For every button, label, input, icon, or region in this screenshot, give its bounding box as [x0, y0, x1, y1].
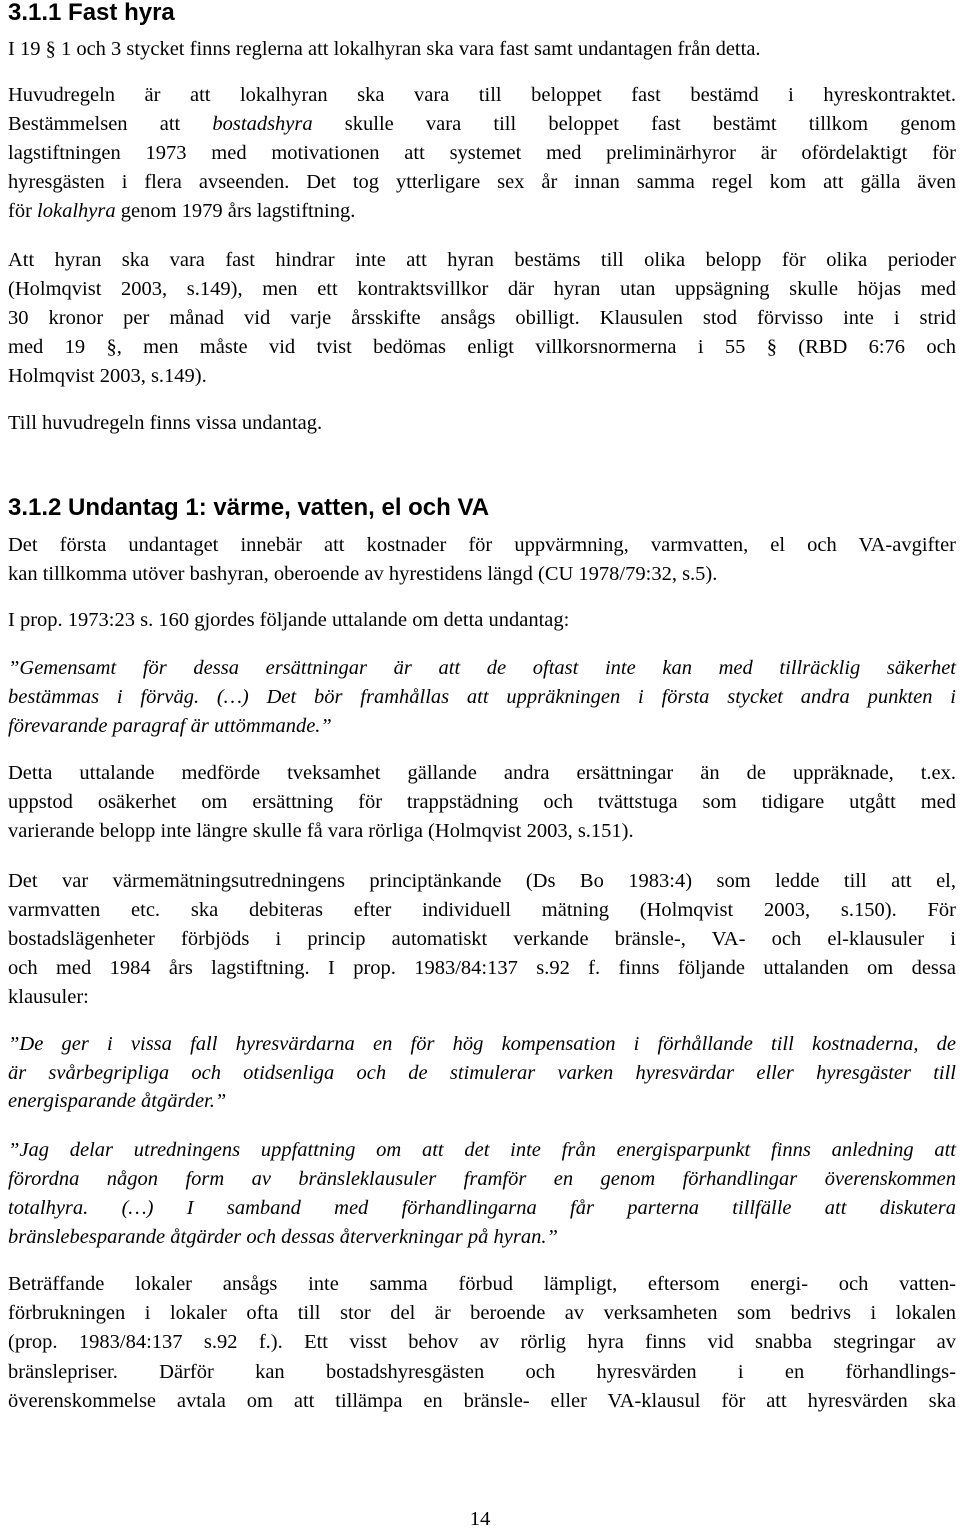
- text-segment: för: [8, 200, 38, 222]
- text-line: är svårbegripliga och otidsenliga och de stimulerar varken hyresvärdar eller hyresgäster till: [8, 1061, 956, 1084]
- text-line: bränslepriser. Därför kan bostadshyresgästen och hyresvärden i en förhandlings-: [8, 1360, 956, 1383]
- quote-hyresvardarna: [8, 1030, 956, 1116]
- text-line: bestämmas i förväg. (…) Det bör framhållas att uppräkningen i första stycket andra punkten i: [8, 686, 956, 708]
- text-line: Huvudregeln är att lokalhyran ska vara till beloppet fast bestämd i hyreskontraktet.: [8, 84, 956, 106]
- text-line: förbrukningen i lokaler ofta till stor del är beroende av verksamheten som bedrivs i lokalen: [8, 1302, 956, 1325]
- text-line: 30 kronor per månad vid varje årsskifte ansågs obilligt. Klausulen stod förvisso inte i strid: [8, 307, 956, 329]
- text-line: Att hyran ska vara fast hindrar inte att hyran bestäms till olika belopp för olika perioder: [8, 249, 956, 271]
- paragraph-forsta-undantaget: [8, 531, 956, 589]
- emphasis-term: lokalhyra: [37, 200, 116, 222]
- quote-utredningens-uppfattning: [8, 1136, 956, 1252]
- text-line: Detta uttalande medförde tveksamhet gällande andra ersättningar än de uppräknade, t.ex.: [8, 762, 956, 784]
- text-line: energisparande åtgärder.”: [8, 1090, 227, 1113]
- text-line: lagstiftningen 1973 med motivationen att systemet med preliminärhyror är ofördelaktigt för: [8, 142, 956, 164]
- text-line: totalhyra. (…) I samband med förhandlingarna får parterna tillfälle att diskutera: [8, 1197, 956, 1219]
- text-line: Holmqvist 2003, s.149).: [8, 365, 207, 387]
- text-line: ”Jag delar utredningens uppfattning om att det inte från energisparpunkt finns anledning att: [8, 1139, 956, 1161]
- paragraph-undantag-intro: [8, 409, 956, 438]
- text-line: ”Gemensamt för dessa ersättningar är att de oftast inte kan med tillräcklig säkerhet: [8, 657, 956, 679]
- text-line: och med 1984 års lagstiftning. I prop. 1983/84:137 s.92 f. finns följande uttalanden om dessa: [8, 957, 956, 979]
- text-line: Det var värmemätningsutredningens principtänkande (Ds Bo 1983:4) som ledde till att el,: [8, 870, 956, 892]
- text-line: Till huvudregeln finns vissa undantag.: [8, 412, 323, 434]
- text-line: varierande belopp inte längre skulle få vara rörliga (Holmqvist 2003, s.151).: [8, 820, 634, 842]
- text-line: förevarande paragraf är uttömmande.”: [8, 715, 332, 737]
- text-line: Det första undantaget innebär att kostnader för uppvärmning, varmvatten, el och VA-avgifter: [8, 534, 956, 556]
- paragraph-varmematning: [8, 867, 956, 1012]
- text-line: Beträffande lokaler ansågs inte samma förbud lämpligt, eftersom energi- och vatten-: [8, 1273, 956, 1295]
- text-line: (prop. 1983/84:137 s.92 f.). Ett visst behov av rörlig hyra finns vid snabba stegringar av: [8, 1331, 956, 1354]
- text-line: förordna någon form av bränsleklausuler framför en genom förhandlingar överenskommen: [8, 1168, 956, 1190]
- text-line: varmvatten etc. ska debiteras efter individuell mätning (Holmqvist 2003, s.150). För: [8, 899, 956, 921]
- section-heading-3-1-2: 3.1.2 Undantag 1: värme, vatten, el och VA: [8, 494, 490, 521]
- text-segment: genom 1979 års lagstiftning.: [115, 200, 356, 222]
- text-line: [8, 197, 956, 226]
- paragraph-lokaler: [8, 1270, 956, 1416]
- text-line: I prop. 1973:23 s. 160 gjordes följande uttalande om detta undantag:: [8, 609, 570, 631]
- text-line: uppstod osäkerhet om ersättning för trappstädning och tvättstuga som tidigare utgått med: [8, 791, 956, 813]
- text-line: bostadslägenheter förbjöds i princip automatiskt verkande bränsle-, VA- och el-klausuler i: [8, 928, 956, 950]
- text-line: överenskommelse avtala om att tillämpa en bränsle- eller VA-klausul för att hyresvärden ska: [8, 1389, 956, 1412]
- text-line: kan tillkomma utöver bashyran, oberoende av hyrestidens längd (CU 1978/79:32, s.5).: [8, 563, 718, 585]
- text-segment: Bestämmelsen att: [8, 113, 213, 135]
- page-number: 14: [469, 1508, 491, 1530]
- text-line: I 19 § 1 och 3 stycket finns reglerna att lokalhyran ska vara fast samt undantagen från detta.: [8, 38, 761, 60]
- section-heading-3-1-1: 3.1.1 Fast hyra: [8, 0, 175, 26]
- paragraph-tveksamhet: [8, 759, 956, 846]
- text-line: klausuler:: [8, 986, 89, 1008]
- text-line: ”De ger i vissa fall hyresvärdarna en för hög kompensation i förhållande till kostnaderna, de: [8, 1033, 956, 1055]
- paragraph-hyran-fast: [8, 246, 956, 391]
- text-segment: skulle vara till beloppet fast bestämt tillkom genom: [312, 113, 956, 135]
- paragraph-prop-1973: [8, 606, 956, 635]
- quote-prop-1973: [8, 654, 956, 741]
- paragraph-fast-hyra-intro: [8, 35, 956, 64]
- emphasis-term: bostadshyra: [212, 113, 313, 135]
- text-line: [8, 110, 956, 139]
- paragraph-huvudregeln: [8, 81, 956, 226]
- text-line: (Holmqvist 2003, s.149), men ett kontraktsvillkor där hyran utan uppsägning skulle höjas med: [8, 278, 956, 300]
- text-line: hyresgästen i flera avseenden. Det tog ytterligare sex år innan samma regel kom att gälla även: [8, 171, 956, 193]
- text-line: med 19 §, men måste vid tvist bedömas enligt villkorsnormerna i 55 § (RBD 6:76 och: [8, 336, 956, 358]
- text-line: bränslebesparande åtgärder och dessas återverkningar på hyran.”: [8, 1226, 558, 1248]
